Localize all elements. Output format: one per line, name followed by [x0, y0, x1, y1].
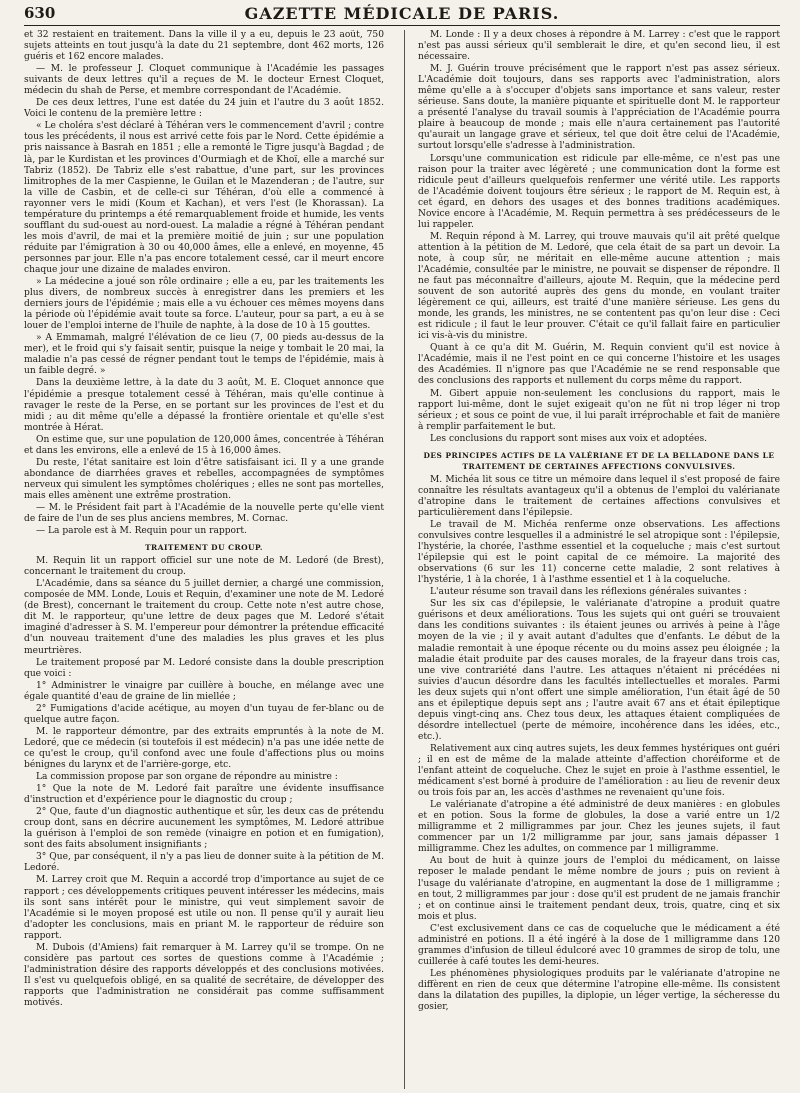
paragraph: M. Requin répond à M. Larrey, qui trouve mauvais qu'il ait prêté quelque attention à la pétition de M. Ledoré, que cela était de sa part un devoir. La note, à coup sûr, ne méritait en elle-même aucune attention ; mais l'Académie, consultée par le ministre, ne pouvait se dispenser de répondre. Il ne faut pas méconnaître d'ailleurs, ajoute M. Requin, que la médecine perd souvent de son autorité auprès des gens du monde, en voulant traiter légèrement ce qui, ailleurs, est traité d'une manière sérieuse. Les gens du monde, les grands, les ministres, ne se contentent pas qu'on leur dise : Ceci est ridicule ; il faut le leur prouver. C'était ce qu'il fallait faire en particulier ici vis-à-vis du ministre.	[418, 231, 780, 342]
paragraph: » A Emmamah, malgré l'élévation de ce lieu (7, 00 pieds au-dessus de la mer), et le froid qui s'y faisait sentir, puisque la neige y tombait le 20 mai, la maladie n'a pas cessé de régner pendant tout le temps de l'épidémie, mais à un faible degré. »	[24, 333, 384, 377]
paragraph: De ces deux lettres, l'une est datée du 24 juin et l'autre du 3 août 1852. Voici le contenu de la première lettre :	[24, 98, 384, 120]
section-title-croup: TRAITEMENT DU CROUP.	[145, 543, 263, 553]
paragraph: M. Londe : Il y a deux choses à répondre à M. Larrey : c'est que le rapport n'est pas aussi sérieux qu'il semblerait le dire, et qu'en second lieu, il est nécessaire.	[418, 30, 780, 63]
paragraph: Sur les six cas d'épilepsie, le valérianate d'atropine a produit quatre guérisons et deux améliorations. Tous les sujets qui ont guéri se trouvaient dans les conditions suivantes : ils étaient jeunes ou arrivés à peine à l'âge moyen de la vie ; il y avait autant d'adultes que d'enfants. Le début de la maladie remontait à une époque récente ou du moins assez peu éloignée ; la maladie était produite par des causes morales, de la frayeur dans trois cas, une vive contrariété dans l'autre. Les attaques n'étaient ni précédées ni suivies d'aucun désordre dans les facultés intellectuelles et morales. Parmi les deux sujets qui n'ont offert une simple amélioration, l'un était âgé de 50 ans et épileptique depuis sept ans ; l'autre avait 67 ans et était épileptique depuis vingt-cinq ans. Chez tous deux, les attaques étaient compliquées de désordre intellectuel (perte de mémoire, incohérence dans les idées, etc., etc.).	[418, 599, 780, 742]
column-divider	[404, 30, 405, 1089]
paragraph: M. le rapporteur démontre, par des extraits empruntés à la note de M. Ledoré, que ce médecin (si toutefois il est médecin) n'a pas une idée nette de ce qu'est le croup, qu'il confond avec une foule d'affections plus ou moins bénignes du larynx et de l'arrière-gorge, etc.	[24, 726, 384, 770]
paragraph: 1° Administrer le vinaigre par cuillère à bouche, en mélange avec une égale quantité d'eau de graine de lin miellée ;	[24, 680, 384, 702]
paragraph: 2° Que, faute d'un diagnostic authentique et sûr, les deux cas de prétendu croup dont, sans en décrire aucunement les symptômes, M. Ledoré attribue la guérison à l'emploi de son remède (vinaigre en potion et en fumigation), sont des faits absolument insignifiants ;	[24, 807, 384, 851]
paragraph: La commission propose par son organe de répondre au ministre :	[36, 772, 338, 783]
right-column	[418, 30, 780, 1090]
paragraph: 1° Que la note de M. Ledoré fait paraître une évidente insuffisance d'instruction et d'expérience pour le diagnostic du croup ;	[24, 784, 384, 806]
paragraph: L'auteur résume son travail dans les réflexions générales suivantes :	[430, 587, 747, 598]
paragraph: M. J. Guérin trouve précisément que le rapport n'est pas assez sérieux. L'Académie doit toujours, dans ses rapports avec l'administration, alors même qu'elle a à s'occuper d'objets sans importance et sans valeur, rester sérieuse. Sans doute, la manière piquante et spirituelle dont M. le rapporteur a présenté l'analyse du travail soumis à l'appréciation de l'Académie pourra plaire à beaucoup de monde ; mais elle n'aura certainement pas l'autorité qu'aurait un langage grave et sérieux, tel que doit être celui de l'Académie, surtout lorsqu'elle s'adresse à l'administration.	[418, 64, 780, 152]
paragraph: Le travail de M. Michéa renferme onze observations. Les affections convulsives contre lesquelles il a administré le sel atropique sont : l'épilepsie, l'hystérie, la chorée, l'asthme essentiel et la coqueluche ; mais c'est surtout l'épilepsie qui est le point capital de ce mémoire. La majorité des observations (6 sur les 11) concerne cette maladie, 2 sont relatives à l'hystérie, 1 à la chorée, 1 à l'asthme essentiel et 1 à la coqueluche.	[418, 520, 780, 586]
paragraph: 2° Fumigations d'acide acétique, au moyen d'un tuyau de fer-blanc ou de quelque autre façon.	[24, 703, 384, 725]
paragraph: L'Académie, dans sa séance du 5 juillet dernier, a chargé une commission, composée de MM. Londe, Louis et Requin, d'examiner une note de M. Ledoré (de Brest), concernant le traitement du croup. Cette note n'est autre chose, dit M. le rapporteur, qu'une lettre de deux pages que M. Ledoré s'était imaginé d'adresser à S. M. l'empereur pour démontrer la prétendue efficacité d'un nouveau traitement d'une des maladies les plus graves et les plus meurtrières.	[24, 579, 384, 656]
paragraph: C'est exclusivement dans ce cas de coqueluche que le médicament a été administré en potions. Il a été ingéré à la dose de 1 milligramme dans 120 grammes d'infusion de tilleul édulcoré avec 10 grammes de sirop de tolu, une cuillerée à café toutes les demi-heures.	[418, 923, 780, 967]
paragraph: et 32 restaient en traitement. Dans la ville il y a eu, depuis le 23 août, 750 sujets atteints en tout jusqu'à la date du 21 septembre, dont 462 morts, 126 guéris et 162 encore malades.	[24, 30, 384, 63]
paragraph: Quant à ce qu'a dit M. Guérin, M. Requin convient qu'il est novice à l'Académie, mais il ne l'est point en ce qui concerne l'histoire et les usages des Académies. Il n'ignore pas que l'Académie ne se rend responsable que des conclusions des rapports et nullement du corps même du rapport.	[418, 343, 780, 387]
paragraph: — M. le Président fait part à l'Académie de la nouvelle perte qu'elle vient de faire de l'un de ses plus anciens membres, M. Cornac.	[24, 502, 384, 525]
paragraph: Les conclusions du rapport sont mises aux voix et adoptées.	[430, 433, 708, 444]
page-number: 630	[24, 4, 56, 22]
paragraph: » La médecine a joué son rôle ordinaire ; elle a eu, par les traitements les plus divers, de nombreux succès à enregistrer dans les premiers et les derniers jours de l'épidémie ; mais elle a vu échouer ces mêmes moyens dans la période où l'épidémie avait toute sa force. L'auteur, pour sa part, a eu à se louer de l'emploi interne de l'huile de naphte, à la dose de 10 à 15 gouttes.	[24, 277, 384, 332]
paragraph: « Le choléra s'est déclaré à Téhéran vers le commencement d'avril ; contre tous les précédents, il nous est arrivé cette fois par le Nord. Cette épidémie a pris naissance à Basrah en 1851 ; elle a remonté le Tigre jusqu'à Bagdad ; de là, par le Kurdistan et les provinces d'Ourmiagh et de Khoï, elle a marché sur Tabriz (1852). De Tabriz elle s'est rabattue, d'une part, sur les provinces limitrophes de la mer Caspienne, le Guilan et le Mazenderan ; de l'autre, sur la ville de Casbin, et de celle-ci sur Téhéran, d'où elle a commencé à rayonner vers le midi (Koum et Kachan), et vers l'est (le Khorassan). La température du printemps a été remarquablement froide et humide, les vents soufflant du sud-ouest au nord-ouest. La maladie a régné à Téhéran pendant les mois d'avril, de mai et la première moitié de juin ; sur une population réduite par l'émigration à 30 ou 40,000 âmes, elle a enlevé, en moyenne, 45 personnes par jour. Elle n'a pas encore totalement cessé, car il meurt encore chaque jour une dizaine de malades environ.	[24, 121, 384, 275]
paragraph: Le traitement proposé par M. Ledoré consiste dans la double prescription que voici :	[24, 657, 384, 679]
section-title-valeriane: DES PRINCIPES ACTIFS DE LA VALÉRIANE ET DE LA BELLADONE DANS LE TRAITEMENT DE CERTAINES AFFECTIONS CONVULSIVES.	[423, 450, 775, 471]
page-header	[24, 4, 780, 24]
paragraph: Au bout de huit à quinze jours de l'emploi du médicament, on laisse reposer le malade pendant le même nombre de jours ; puis on revient à l'usage du valérianate d'atropine, en augmentant la dose de 1 milligramme ; en tout, 2 milligrammes par jour : dose qu'il est prudent de ne jamais franchir ; et on continue ainsi le traitement pendant deux, trois, quatre, cinq et six mois et plus.	[418, 856, 780, 922]
paragraph: On estime que, sur une population de 120,000 âmes, concentrée à Téhéran et dans les environs, elle a enlevé de 15 à 16,000 âmes.	[24, 434, 384, 456]
paragraph: M. Larrey croit que M. Requin a accordé trop d'importance au sujet de ce rapport ; ces développements critiques peuvent intéresser les médecins, mais ils sont sans intérêt pour le ministre, qui veut simplement savoir de l'Académie si le moyen proposé est utile ou non. Il pense qu'il y aurait lieu d'adopter les conclusions, mais en priant M. le rapporteur de réduire son rapport.	[24, 875, 384, 941]
paragraph: M. Michéa lit sous ce titre un mémoire dans lequel il s'est proposé de faire connaître les résultats avantageux qu'il a obtenus de l'emploi du valérianate d'atropine dans le traitement de certaines affections convulsives et particulièrement dans l'épilepsie.	[418, 474, 780, 518]
paragraph: M. Requin lit un rapport officiel sur une note de M. Ledoré (de Brest), concernant le traitement du croup.	[24, 556, 384, 578]
left-column	[24, 30, 384, 1090]
paragraph: Relativement aux cinq autres sujets, les deux femmes hystériques ont guéri ; il en est de même de la malade atteinte d'affection choréiforme et de l'enfant atteint de coqueluche. Chez le sujet en proie à l'asthme essentiel, le médicament s'est borné à produire de l'amélioration : au lieu de revenir deux ou trois fois par an, les accès d'asthmes ne revenaient qu'une fois.	[418, 743, 780, 799]
paragraph: Le valérianate d'atropine a été administré de deux manières : en globules et en potion. Sous la forme de globules, la dose a varié entre un 1/2 milligramme et 2 milligrammes par jour. Chez les jeunes sujets, il faut commencer par un 1/2 milligramme par jour, sans jamais dépasser 1 milligramme. Chez les adultes, on commence par 1 milligramme.	[418, 800, 780, 855]
paragraph: Les phénomènes physiologiques produits par le valérianate d'atropine ne diffèrent en rien de ceux que détermine l'atropine elle-même. Ils consistent dans la dilatation des pupilles, la diplopie, un léger vertige, la sécheresse du gosier,	[418, 968, 780, 1013]
paragraph: Du reste, l'état sanitaire est loin d'être satisfaisant ici. Il y a une grande abondance de diarrhées graves et rebelles, accompagnées de symptômes nerveux qui simulent les symptômes cholériques ; elles ne sont pas mortelles, mais elles amènent une extrême prostration.	[24, 457, 384, 501]
paragraph: — La parole est à M. Requin pour un rapport.	[36, 526, 247, 537]
paragraph: M. Dubois (d'Amiens) fait remarquer à M. Larrey qu'il se trompe. On ne considère pas partout ces sortes de questions comme à l'Académie ; l'administration désire des rapports développés et des conclusions motivées. Il s'est vu quelquefois obligé, en sa qualité de secrétaire, de développer des rapports que l'administration ne considérait pas comme suffisamment motivés.	[24, 942, 384, 1008]
paragraph: 3° Que, par conséquent, il n'y a pas lieu de donner suite à la pétition de M. Ledoré.	[24, 852, 384, 874]
paragraph: — M. le professeur J. Cloquet communique à l'Académie les passages suivants de deux lettres qu'il a reçues de M. le docteur Ernest Cloquet, médecin du shah de Perse, et membre correspondant de l'Académie.	[24, 64, 384, 97]
paragraph: Lorsqu'une communication est ridicule par elle-même, ce n'est pas une raison pour la traiter avec légèreté ; une communication dont la forme est ridicule peut d'ailleurs quelquefois renfermer une vérité utile. Les rapports de l'Académie doivent toujours être sérieux ; le rapport de M. Requin est, à cet égard, en dehors des usages et des bonnes traditions académiques. Novice encore à l'Académie, M. Requin permettra à ses prédécesseurs de le lui rappeler.	[418, 153, 780, 230]
journal-title: GAZETTE MÉDICALE DE PARIS.	[244, 4, 560, 23]
header-rule	[24, 25, 780, 26]
paragraph: Dans la deuxième lettre, à la date du 3 août, M. E. Cloquet annonce que l'épidémie a presque totalement cessé à Téhéran, mais qu'elle continue à ravager le reste de la Perse, en se portant sur les provinces de l'est et du midi ; au dit même qu'elle a dépassé la frontière orientale et qu'elle s'est montrée à Hérat.	[24, 378, 384, 433]
paragraph: M. Gibert appuie non-seulement les conclusions du rapport, mais le rapport lui-même, dont le sujet exigeait qu'on ne fût ni trop léger ni trop sérieux ; et sous ce point de vue, il lui paraît irréprochable et fait de manière à remplir parfaitement le but.	[418, 388, 780, 432]
